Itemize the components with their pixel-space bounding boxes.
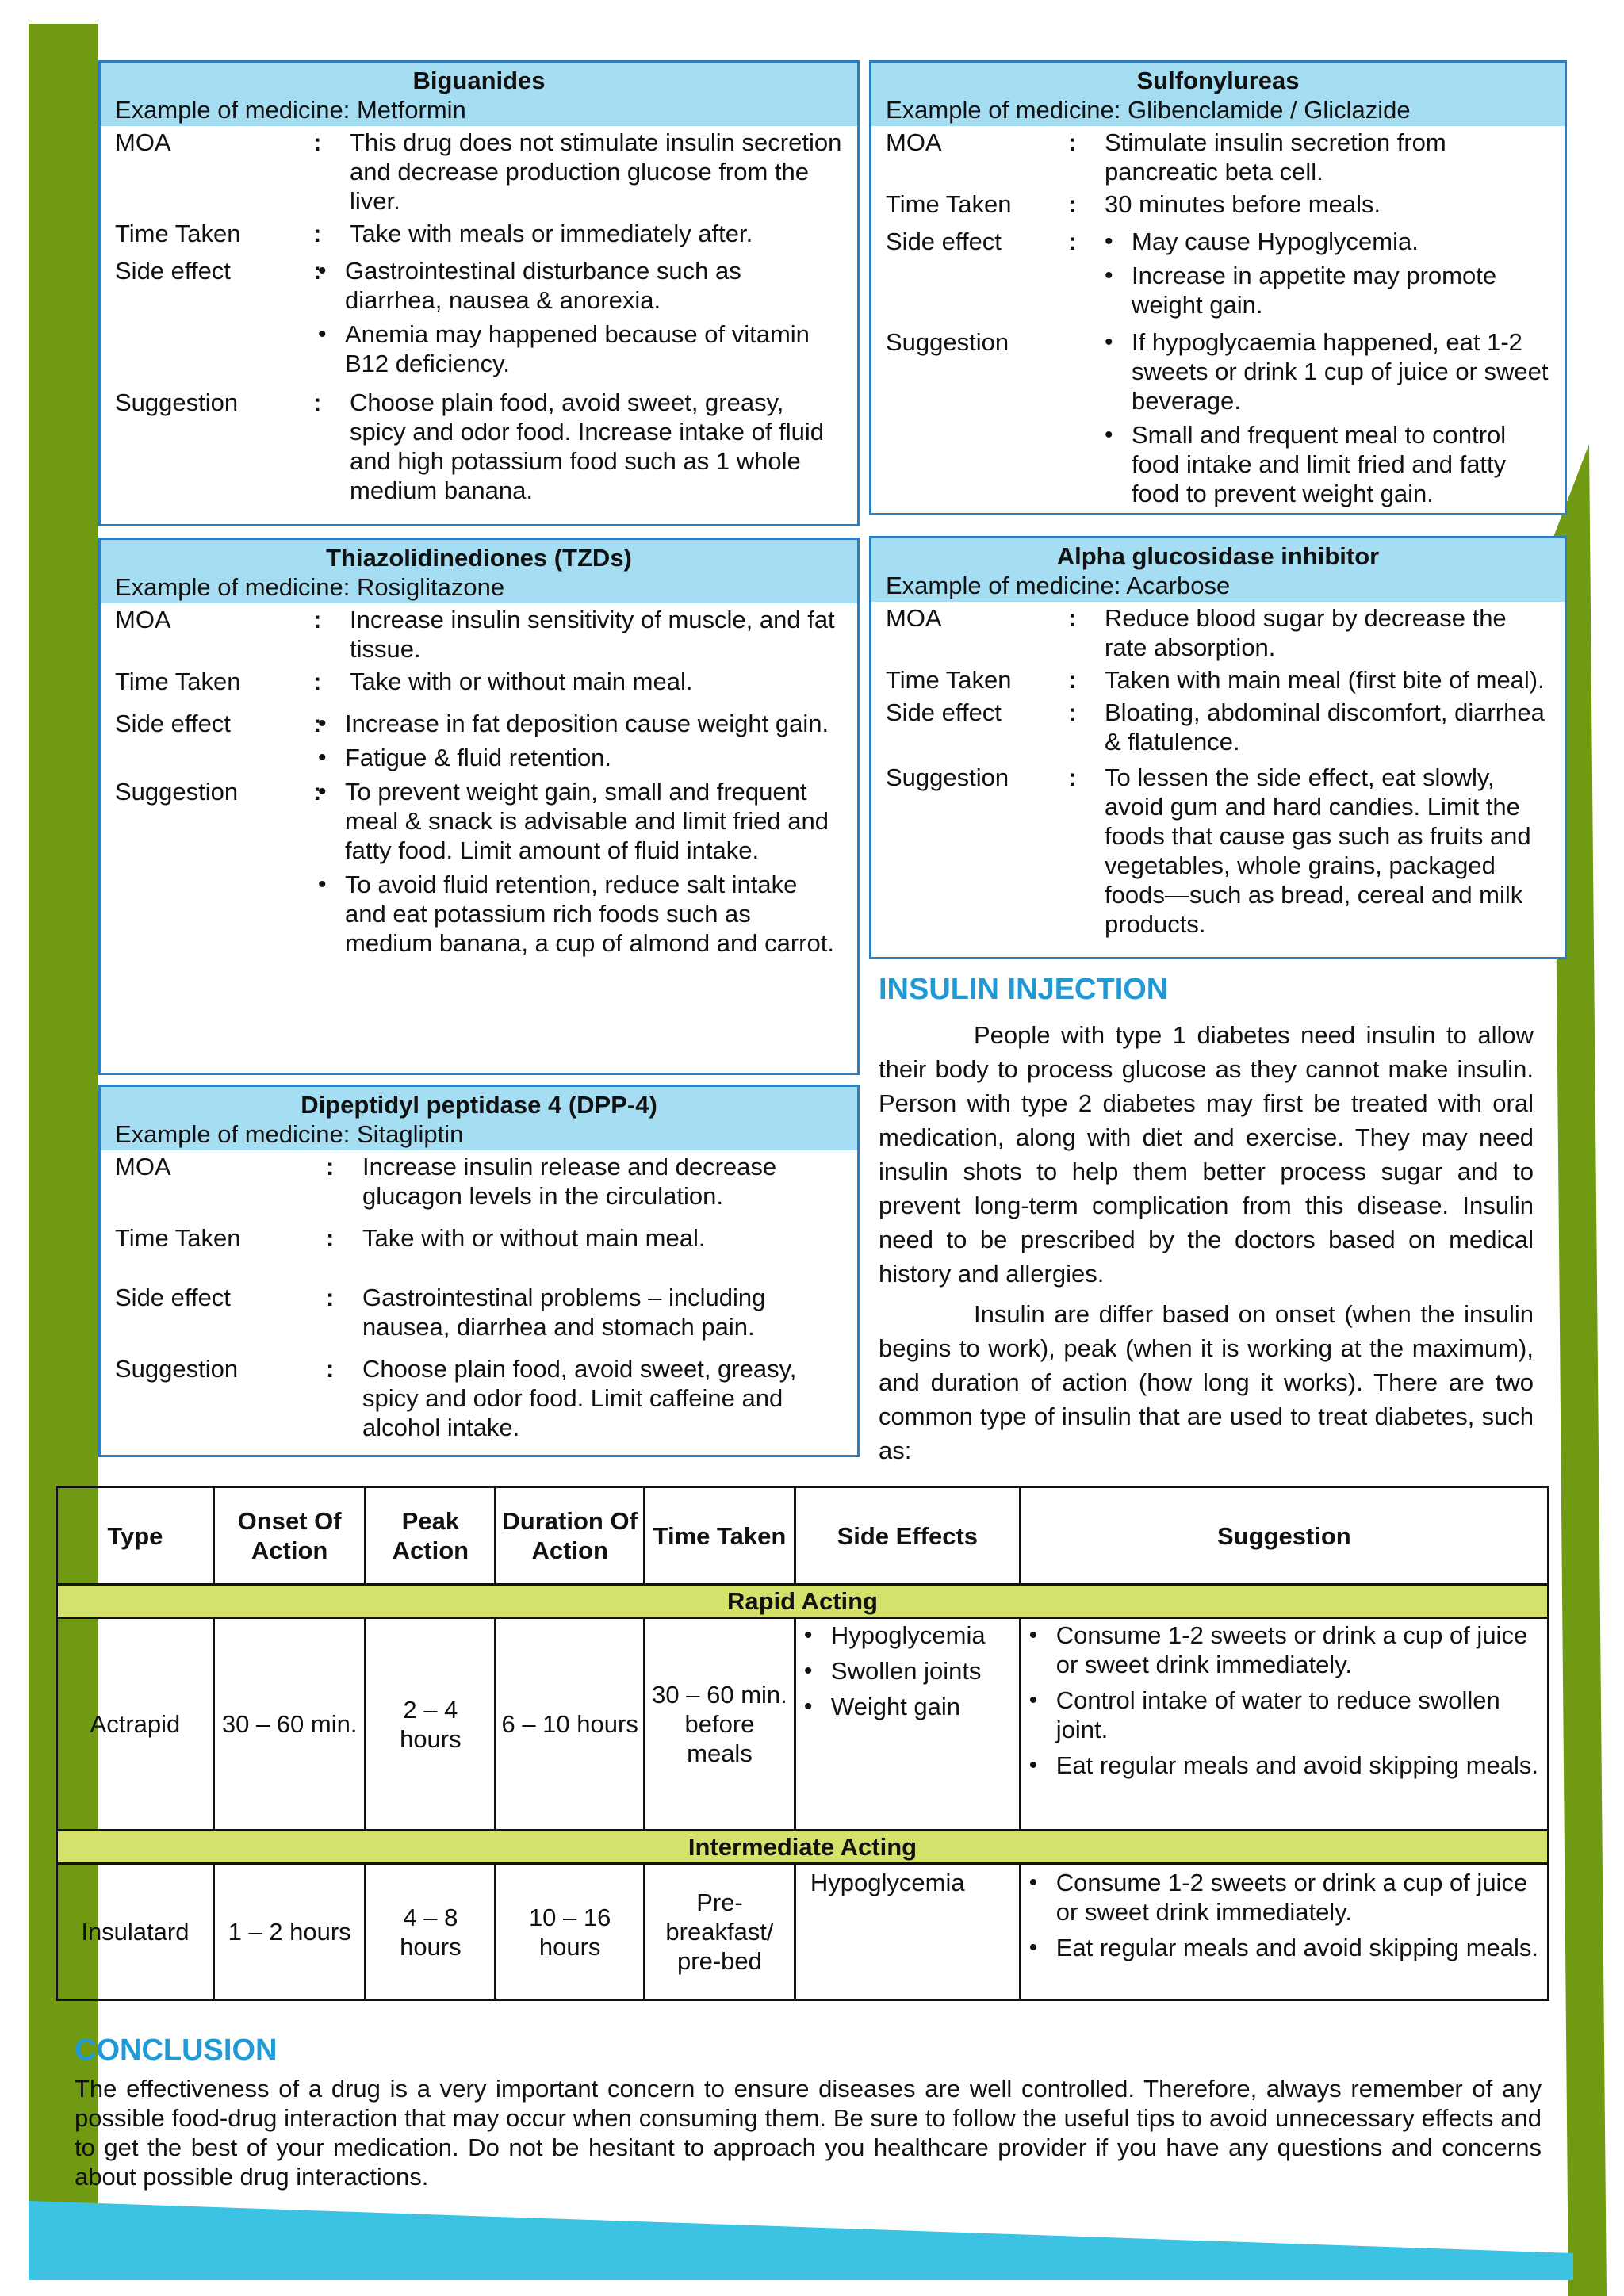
row-text: Choose plain food, avoid sweet, greasy, spicy and odor food. Limit caffeine and alcohol intake.: [362, 1355, 797, 1441]
moa-row: MOA : Reduce blood sugar by decrease the rate absorption.: [886, 603, 1550, 662]
row-label: MOA: [115, 128, 171, 156]
suggestion-row: Suggestion : • To prevent weight gain, small and frequent meal & snack is advisable and limit fried and fatty food. Limit amount of fluid intake. • To avoid fluid retention, reduce salt intake and eat potassium rich foods such as medium banana, a cup of almond and carrot.: [115, 777, 843, 962]
moa-row: MOA : This drug does not stimulate insulin secretion and decrease production glucose from the liver.: [115, 128, 842, 215]
sulfonylureas-box: [869, 60, 1567, 515]
cell-suggestion: [1020, 1864, 1548, 2000]
cell-peak: 2 – 4 hours: [366, 1618, 496, 1831]
box-header: [101, 540, 857, 603]
list-item: • Control intake of water to reduce swollen joint.: [1026, 1686, 1542, 1744]
group-label: Intermediate Acting: [57, 1831, 1549, 1864]
header-time-taken: Time Taken: [645, 1487, 795, 1585]
header-suggestion: Suggestion: [1020, 1487, 1548, 1585]
box-example: Example of medicine: Glibenclamide / Gliclazide: [886, 96, 1411, 124]
time-taken-row: Time Taken : Take with or without main meal.: [115, 1223, 843, 1253]
bullet-list: [1026, 1868, 1542, 1962]
moa-row: MOA : Increase insulin sensitivity of muscle, and fat tissue.: [115, 605, 843, 664]
list-item: • Eat regular meals and avoid skipping meals.: [1026, 1751, 1542, 1780]
list-item: • If hypoglycaemia happened, eat 1-2 sweets or drink 1 cup of juice or sweet beverage.: [1101, 327, 1550, 415]
cell-type: Insulatard: [57, 1864, 214, 2000]
row-text: Bloating, abdominal discomfort, diarrhea & flatulence.: [1105, 698, 1545, 756]
row-text: 30 minutes before meals.: [1105, 190, 1381, 218]
bullet-list: [1101, 227, 1550, 324]
table-row: [57, 1618, 1549, 1831]
row-label: MOA: [115, 606, 171, 633]
insulin-table: [56, 1486, 1549, 2001]
time-taken-row: Time Taken : Take with or without main meal.: [115, 667, 843, 696]
list-item: • Consume 1-2 sweets or drink a cup of juice or sweet drink immediately.: [1026, 1868, 1542, 1927]
box-example: Example of medicine: Rosiglitazone: [115, 573, 505, 601]
row-text: Choose plain food, avoid sweet, greasy, spicy and odor food. Increase intake of fluid and high potassium food such as 1 whole medium banana.: [350, 388, 824, 504]
insulin-paragraph-1: People with type 1 diabetes need insulin to allow their body to process glucose as they cannot make insulin. Person with type 2 diabetes may first be treated with oral medication, along with diet and exercise. They may need insulin shots to help them better process sugar and to prevent long-term complication from this disease. Insulin need to be prescribed by the doctors based on medical history and allergies.: [879, 1021, 1534, 1288]
row-label: Time Taken: [115, 1224, 241, 1252]
bullet-list: [801, 1621, 1014, 1721]
bullet-list: [1101, 327, 1550, 513]
row-text: Reduce blood sugar by decrease the rate absorption.: [1105, 604, 1507, 661]
biguanides-box: [98, 60, 860, 526]
list-item: • Weight gain: [801, 1692, 1014, 1721]
side-effect-row: Side effect : Gastrointestinal problems – including nausea, diarrhea and stomach pain.: [115, 1283, 843, 1341]
bottom-cyan-band: [29, 2201, 1573, 2280]
cell-suggestion: [1020, 1618, 1548, 1831]
box-header: [101, 63, 857, 126]
box-header: [101, 1087, 857, 1150]
row-text: Take with or without main meal.: [350, 668, 693, 695]
bullet-list: [315, 777, 843, 962]
row-label: Time Taken: [115, 220, 241, 247]
row-label: Time Taken: [115, 668, 241, 695]
cell-duration: 10 – 16 hours: [496, 1864, 645, 2000]
row-label: Side effect: [886, 228, 1002, 255]
box-title: Sulfonylureas: [1136, 67, 1300, 94]
time-taken-row: Time Taken : Take with meals or immediately after.: [115, 219, 843, 248]
list-item: • Increase in fat deposition cause weight gain.: [315, 709, 843, 738]
suggestion-row: Suggestion : To lessen the side effect, eat slowly, avoid gum and hard candies. Limit the foods that cause gas such as fruits and vegetables, whole grains, packaged foods—such as bread, cereal and milk products.: [886, 763, 1550, 939]
conclusion-text: The effectiveness of a drug is a very important concern to ensure diseases are well controlled. Therefore, always remember of any possible food-drug interaction that may occur when consuming them. Be sure to follow the useful tips to avoid unnecessary effects and to get the best of your medication. Do not be hesitant to approach you healthcare provider if you have any questions and concerns about possible drug interactions.: [75, 2075, 1542, 2191]
row-label: Suggestion: [886, 763, 1009, 791]
insulin-text: [879, 1018, 1534, 1468]
cell-peak: 4 – 8 hours: [366, 1864, 496, 2000]
header-peak: Peak Action: [366, 1487, 496, 1585]
header-duration: Duration Of Action: [496, 1487, 645, 1585]
bullet-list: [315, 256, 843, 383]
side-effect-row: Side effect : • May cause Hypoglycemia. • Increase in appetite may promote weight gain.: [886, 227, 1550, 324]
cell-onset: 30 – 60 min.: [213, 1618, 366, 1831]
row-label: Time Taken: [886, 666, 1012, 694]
cell-side-effects: Hypoglycemia: [795, 1864, 1020, 2000]
side-effect-row: Side effect : Bloating, abdominal discomfort, diarrhea & flatulence.: [886, 698, 1550, 756]
suggestion-row: Suggestion : Choose plain food, avoid sweet, greasy, spicy and odor food. Limit caffeine and alcohol intake.: [115, 1354, 843, 1442]
table-header-row: [57, 1487, 1549, 1585]
alpha-glucosidase-box: [869, 536, 1567, 959]
table-row: [57, 1864, 1549, 2000]
moa-row: MOA : Increase insulin release and decrease glucagon levels in the circulation.: [115, 1152, 843, 1211]
box-title: Alpha glucosidase inhibitor: [1056, 542, 1380, 570]
bullet-list: [315, 709, 843, 777]
list-item: • Gastrointestinal disturbance such as diarrhea, nausea & anorexia.: [315, 256, 843, 315]
insulin-paragraph-2: Insulin are differ based on onset (when the insulin begins to work), peak (when it is working at the maximum), and duration of action (how long it works). There are two common type of insulin that are used to treat diabetes, such as:: [879, 1300, 1534, 1464]
row-label: MOA: [886, 604, 942, 632]
header-onset: Onset Of Action: [213, 1487, 366, 1585]
suggestion-row: Suggestion : Choose plain food, avoid sweet, greasy, spicy and odor food. Increase intake of fluid and high potassium food such as 1 whole medium banana.: [115, 388, 843, 505]
row-text: Taken with main meal (first bite of meal).: [1105, 666, 1545, 694]
list-item: • Eat regular meals and avoid skipping meals.: [1026, 1933, 1542, 1962]
row-label: Side effect: [115, 257, 231, 285]
row-label: Suggestion: [115, 388, 239, 416]
list-item: • Increase in appetite may promote weight gain.: [1101, 261, 1550, 320]
header-type: Type: [57, 1487, 214, 1585]
list-item: • Swollen joints: [801, 1656, 1014, 1686]
list-item: • To prevent weight gain, small and frequent meal & snack is advisable and limit fried and fatty food. Limit amount of fluid intake.: [315, 777, 843, 865]
list-item: • Consume 1-2 sweets or drink a cup of juice or sweet drink immediately.: [1026, 1621, 1542, 1679]
side-effect-row: Side effect : • Increase in fat deposition cause weight gain. • Fatigue & fluid retention.: [115, 709, 843, 777]
row-label: Side effect: [886, 698, 1002, 726]
time-taken-row: Time Taken : 30 minutes before meals.: [886, 189, 1550, 219]
row-text: This drug does not stimulate insulin secretion and decrease production glucose from the liver.: [350, 128, 842, 215]
cell-type: Actrapid: [57, 1618, 214, 1831]
box-title: Dipeptidyl peptidase 4 (DPP-4): [301, 1091, 657, 1119]
dpp4-box: [98, 1085, 860, 1457]
box-example: Example of medicine: Sitagliptin: [115, 1120, 464, 1148]
moa-row: MOA : Stimulate insulin secretion from pancreatic beta cell.: [886, 128, 1550, 186]
row-label: Suggestion: [115, 778, 239, 806]
row-text: Take with meals or immediately after.: [350, 220, 753, 247]
row-text: Gastrointestinal problems – including nausea, diarrhea and stomach pain.: [362, 1284, 766, 1341]
row-label: Suggestion: [115, 1355, 239, 1383]
row-text: Increase insulin sensitivity of muscle, and fat tissue.: [350, 606, 835, 663]
row-label: Side effect: [115, 710, 231, 737]
box-header: [871, 63, 1565, 126]
box-title: Biguanides: [412, 67, 546, 94]
row-label: Time Taken: [886, 190, 1012, 218]
box-header: [871, 538, 1565, 602]
group-row-intermediate: [57, 1831, 1549, 1864]
group-row-rapid: [57, 1585, 1549, 1618]
cell-onset: 1 – 2 hours: [213, 1864, 366, 2000]
row-label: MOA: [115, 1153, 171, 1181]
insulin-heading: INSULIN INJECTION: [879, 973, 1169, 1006]
box-title: Thiazolidinediones (TZDs): [326, 544, 632, 572]
box-example: Example of medicine: Acarbose: [886, 572, 1231, 599]
suggestion-row: [886, 327, 1550, 513]
conclusion-heading: CONCLUSION: [75, 2034, 278, 2067]
row-label: MOA: [886, 128, 942, 156]
row-label: Suggestion: [886, 328, 1009, 356]
row-text: To lessen the side effect, eat slowly, avoid gum and hard candies. Limit the foods that cause gas such as fruits and vegetables, whole grains, packaged foods—such as bread, cereal and milk products.: [1105, 763, 1531, 938]
list-item: • To avoid fluid retention, reduce salt intake and eat potassium rich foods such as medium banana, a cup of almond and carrot.: [315, 870, 843, 958]
cell-time-taken: 30 – 60 min. before meals: [645, 1618, 795, 1831]
list-item: • Hypoglycemia: [801, 1621, 1014, 1650]
list-item: • May cause Hypoglycemia.: [1101, 227, 1550, 256]
row-text: Take with or without main meal.: [362, 1224, 706, 1252]
side-effect-row: Side effect : • Gastrointestinal disturbance such as diarrhea, nausea & anorexia. • Anemia may happened because of vitamin B12 deficiency.: [115, 256, 843, 383]
list-item: • Anemia may happened because of vitamin B12 deficiency.: [315, 320, 843, 378]
row-text: Increase insulin release and decrease glucagon levels in the circulation.: [362, 1153, 777, 1210]
tzds-box: [98, 538, 860, 1075]
list-item: • Fatigue & fluid retention.: [315, 743, 843, 772]
bullet-list: [1026, 1621, 1542, 1780]
box-example: Example of medicine: Metformin: [115, 96, 466, 124]
time-taken-row: Time Taken : Taken with main meal (first bite of meal).: [886, 665, 1550, 695]
cell-time-taken: Pre-breakfast/ pre-bed: [645, 1864, 795, 2000]
row-text: Stimulate insulin secretion from pancreatic beta cell.: [1105, 128, 1446, 186]
group-label: Rapid Acting: [57, 1585, 1549, 1618]
list-item: • Small and frequent meal to control food intake and limit fried and fatty food to prevent weight gain.: [1101, 420, 1550, 508]
cell-side-effects: [795, 1618, 1020, 1831]
cell-duration: 6 – 10 hours: [496, 1618, 645, 1831]
header-side-effects: Side Effects: [795, 1487, 1020, 1585]
row-label: Side effect: [115, 1284, 231, 1311]
